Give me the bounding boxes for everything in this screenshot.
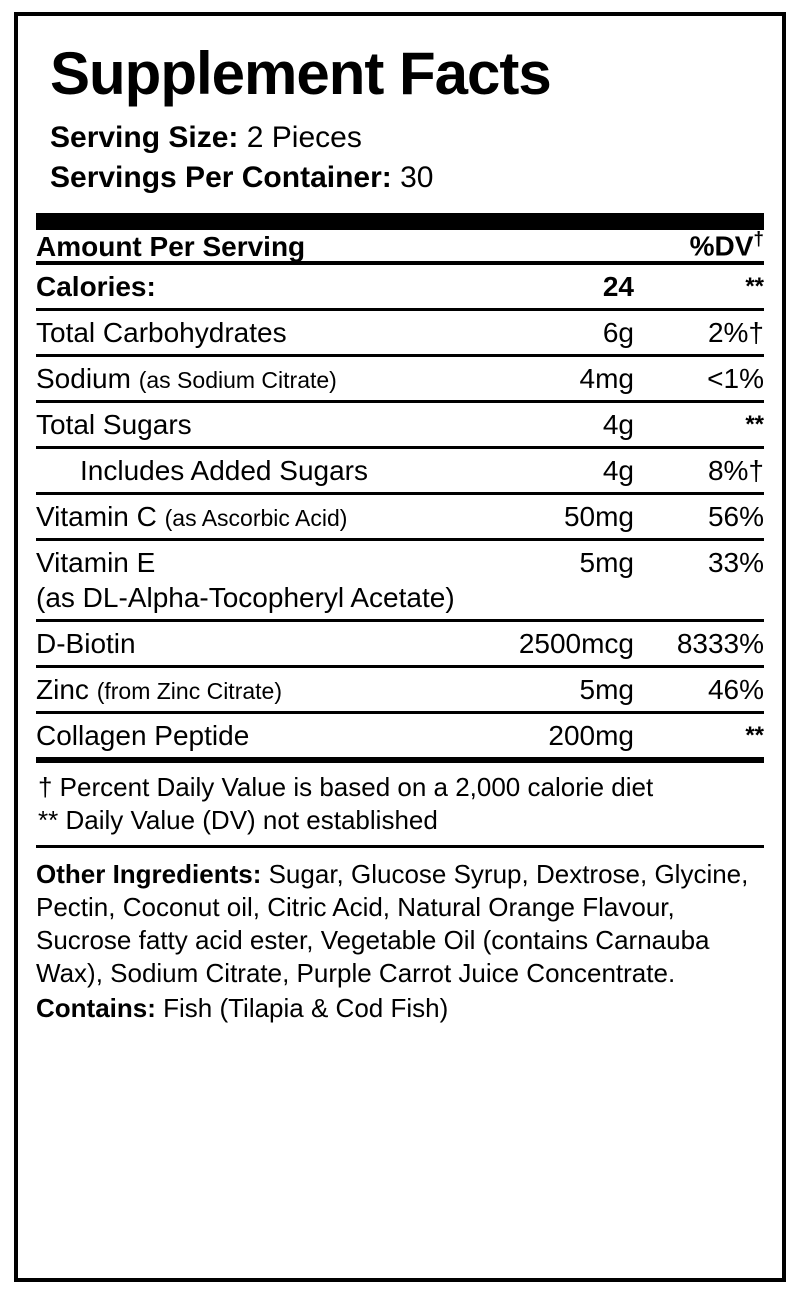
row-name: Total Carbohydrates [36, 309, 478, 355]
supplement-facts-panel [14, 12, 786, 1282]
table-header-row [36, 230, 764, 262]
table-row [36, 620, 764, 666]
row-name: Calories: [36, 263, 478, 310]
row-dv: 2%† [644, 309, 764, 355]
table-row [36, 309, 764, 355]
table-row [36, 401, 764, 447]
dv-header: %DV† [689, 229, 764, 262]
row-amount: 6g [478, 309, 645, 355]
row-name: Vitamin C (as Ascorbic Acid) [36, 493, 478, 539]
divider-thick-top [36, 213, 764, 230]
table-row [36, 539, 764, 584]
footnotes [36, 763, 764, 838]
row-dv: ** [644, 263, 764, 310]
amount-per-serving-header: Amount Per Serving [36, 230, 306, 262]
row-dv: <1% [644, 355, 764, 401]
table-row [36, 712, 764, 757]
dagger-symbol: † [753, 229, 764, 251]
contains-text: Fish (Tilapia & Cod Fish) [163, 993, 449, 1024]
table-row [36, 447, 764, 493]
row-name: Vitamin E [36, 539, 478, 584]
row-amount: 24 [478, 263, 645, 310]
servings-per-container-line [50, 158, 764, 198]
row-subtext: (as Sodium Citrate) [138, 366, 337, 393]
row-subtext: (as Ascorbic Acid) [164, 504, 348, 531]
row-note: (as DL-Alpha-Tocopheryl Acetate) [36, 581, 455, 613]
table-row [36, 263, 764, 310]
row-amount: 4g [478, 447, 645, 493]
row-subtext: (from Zinc Citrate) [96, 677, 282, 704]
footnote-daily-value: † Percent Daily Value is based on a 2,000 calorie diet [38, 771, 654, 802]
contains-statement [36, 990, 764, 1025]
nutrition-table [36, 230, 764, 756]
row-amount: 4g [478, 401, 645, 447]
serving-info [50, 118, 764, 197]
row-name: Includes Added Sugars [36, 447, 478, 493]
servings-per-container-label: Servings Per Container: [50, 160, 392, 194]
table-row [36, 493, 764, 539]
table-row [36, 666, 764, 712]
row-dv: 33% [644, 539, 764, 584]
row-dv: 56% [644, 493, 764, 539]
row-dv: ** [644, 401, 764, 447]
other-ingredients-text: Sugar, Glucose Syrup, Dextrose, Glycine, Pectin, Coconut oil, Citric Acid, Natural Orange Flavour, Sucrose fatty acid ester, Vegetable Oil (contains Carnauba Wax), Sodium Citrate, Purple Carrot Juice Concentrate. [36, 859, 749, 989]
serving-size-label: Serving Size: [50, 121, 239, 154]
serving-size-value: 2 Pieces [246, 121, 362, 154]
serving-size-line [50, 118, 764, 158]
row-name: Collagen Peptide [36, 712, 478, 757]
footnote-dv-not-established: ** Daily Value (DV) not established [38, 804, 438, 835]
row-amount: 4mg [478, 355, 645, 401]
header-spacer [478, 230, 645, 262]
row-amount: 50mg [478, 493, 645, 539]
contains-label: Contains: [36, 993, 156, 1024]
row-name: Total Sugars [36, 401, 478, 447]
row-name: Sodium (as Sodium Citrate) [36, 355, 478, 401]
row-name: Zinc (from Zinc Citrate) [36, 666, 478, 712]
row-amount: 2500mcg [478, 620, 645, 666]
row-dv: 8%† [644, 447, 764, 493]
table-row [36, 355, 764, 401]
row-dv: 8333% [644, 620, 764, 666]
other-ingredients-label: Other Ingredients: [36, 859, 262, 890]
table-row-note [36, 584, 764, 621]
row-dv: ** [644, 712, 764, 757]
row-amount: 200mg [478, 712, 645, 757]
row-amount: 5mg [478, 539, 645, 584]
row-name: D-Biotin [36, 620, 478, 666]
servings-per-container-value: 30 [400, 160, 434, 194]
other-ingredients [36, 848, 764, 990]
page-title: Supplement Facts [50, 40, 551, 107]
row-dv: 46% [644, 666, 764, 712]
row-amount: 5mg [478, 666, 645, 712]
